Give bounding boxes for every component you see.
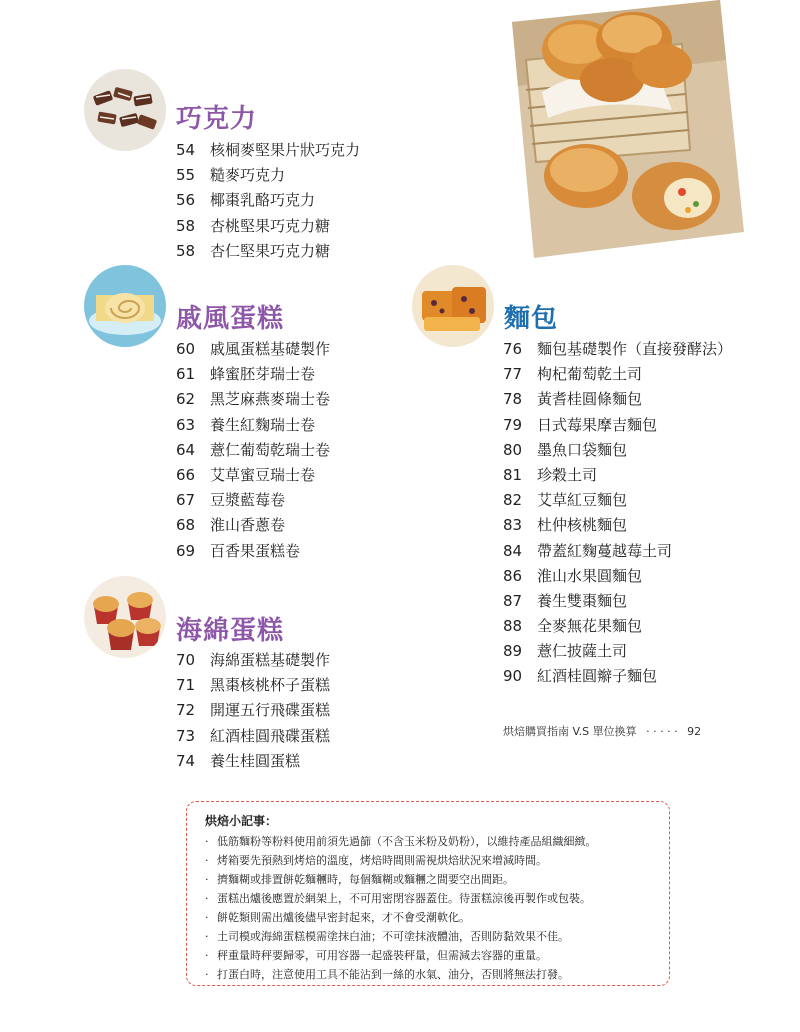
page-number: 72 — [176, 701, 196, 720]
chiffon-recipe-list — [176, 337, 330, 564]
guide-leader-dots: ‧ ‧ ‧ ‧ ‧ — [646, 725, 678, 738]
list-item[interactable] — [176, 188, 360, 213]
page-number: 69 — [176, 541, 196, 560]
note-item: · 擠麵糊或排置餅乾麵糰時，每個麵糊或麵糰之間要空出間距。 — [205, 870, 655, 889]
page-number: 79 — [503, 415, 523, 434]
bread-thumbnail — [412, 265, 494, 347]
recipe-name: 黑棗核桃杯子蛋糕 — [210, 676, 331, 695]
recipe-name: 全麥無花果麵包 — [537, 617, 643, 636]
list-item[interactable] — [176, 463, 330, 488]
page-number: 56 — [176, 191, 196, 210]
note-item: · 打蛋白時，注意使用工具不能沾到一絲的水氣、油分，否則將無法打發。 — [205, 965, 655, 984]
note-item: · 烤箱要先預熱到烤焙的溫度，烤焙時間則需視烘焙狀況來增減時間。 — [205, 851, 655, 870]
list-item[interactable] — [503, 564, 732, 589]
page-number: 73 — [176, 726, 196, 745]
list-item[interactable] — [503, 614, 732, 639]
note-item: · 秤重量時秤要歸零，可用容器一起盛裝秤量，但需減去容器的重量。 — [205, 946, 655, 965]
sponge-recipe-list — [176, 648, 330, 774]
list-item[interactable] — [176, 413, 330, 438]
page-number: 63 — [176, 415, 196, 434]
page-number: 58 — [176, 216, 196, 235]
recipe-name: 養生桂圓蛋糕 — [210, 751, 301, 770]
recipe-name: 紅酒桂圓飛碟蛋糕 — [210, 726, 331, 745]
recipe-name: 淮山香蔥卷 — [210, 516, 286, 535]
chocolate-recipe-list — [176, 138, 360, 264]
list-item[interactable] — [176, 698, 330, 723]
recipe-name: 開運五行飛碟蛋糕 — [210, 701, 331, 720]
page-number: 87 — [503, 591, 523, 610]
chiffon-roll-thumbnail — [84, 265, 166, 347]
page-number: 77 — [503, 365, 523, 384]
recipe-name: 海綿蛋糕基礎製作 — [210, 651, 331, 669]
bread-recipe-list — [503, 337, 732, 690]
page-number: 78 — [503, 390, 523, 409]
page-number: 89 — [503, 642, 523, 661]
guide-page-number: 92 — [687, 725, 702, 738]
recipe-name: 百香果蛋糕卷 — [210, 541, 301, 560]
list-item[interactable] — [503, 664, 732, 689]
list-item[interactable] — [176, 138, 360, 163]
page-number: 76 — [503, 340, 523, 358]
list-item[interactable] — [503, 513, 732, 538]
note-item: · 土司模或海綿蛋糕模需塗抹白油；不可塗抹液體油，否則防黏效果不佳。 — [205, 927, 655, 946]
recipe-name: 杜仲核桃麵包 — [537, 516, 628, 535]
page-number: 74 — [176, 751, 196, 770]
page-number: 90 — [503, 667, 523, 686]
recipe-name: 豆漿藍莓卷 — [210, 491, 286, 510]
list-item[interactable] — [176, 239, 360, 264]
recipe-name: 蜂蜜胚芽瑞士卷 — [210, 365, 316, 384]
page-number: 61 — [176, 365, 196, 384]
recipe-name: 墨魚口袋麵包 — [537, 440, 628, 459]
list-item[interactable] — [176, 513, 330, 538]
list-item[interactable] — [176, 362, 330, 387]
recipe-name: 核桐麥堅果片狀巧克力 — [210, 141, 361, 159]
list-item[interactable] — [503, 488, 732, 513]
page-number: 64 — [176, 440, 196, 459]
page-number: 62 — [176, 390, 196, 409]
page-number: 82 — [503, 491, 523, 510]
section-title-chiffon: 戚風蛋糕 — [176, 304, 285, 334]
recipe-name: 帶蓋紅麴蔓越莓土司 — [537, 541, 673, 560]
page-number: 80 — [503, 440, 523, 459]
recipe-name: 黑芝麻燕麥瑞士卷 — [210, 390, 331, 409]
notes-title: 烘焙小記事： — [205, 814, 278, 828]
list-item[interactable] — [503, 639, 732, 664]
page-number: 86 — [503, 566, 523, 585]
recipe-name: 糙麥巧克力 — [210, 166, 286, 185]
list-item[interactable] — [176, 749, 330, 774]
page-number: 68 — [176, 516, 196, 535]
recipe-name: 薏仁葡萄乾瑞士卷 — [210, 440, 331, 459]
page-number: 84 — [503, 541, 523, 560]
note-item: · 蛋糕出爐後應置於網架上，不可用密閉容器蓋住。待蛋糕涼後再製作或包裝。 — [205, 889, 655, 908]
recipe-name: 麵包基礎製作（直接發酵法） — [537, 340, 733, 358]
recipe-name: 艾草蜜豆瑞士卷 — [210, 465, 316, 484]
list-item[interactable] — [503, 589, 732, 614]
list-item[interactable] — [503, 387, 732, 412]
list-item[interactable] — [503, 539, 732, 564]
recipe-name: 珍穀土司 — [537, 465, 598, 484]
page-number: 81 — [503, 465, 523, 484]
list-item[interactable] — [503, 463, 732, 488]
page-number: 70 — [176, 651, 196, 669]
baking-notes-box — [186, 801, 670, 986]
guide-label: 烘焙購買指南 V.S 單位換算 — [503, 725, 637, 738]
list-item[interactable] — [176, 163, 360, 188]
page-number: 55 — [176, 166, 196, 185]
page-number: 58 — [176, 241, 196, 260]
page-number: 71 — [176, 676, 196, 695]
recipe-name: 艾草紅豆麵包 — [537, 491, 628, 510]
section-title-chocolate: 巧克力 — [176, 104, 258, 134]
notes-list — [205, 832, 655, 984]
sponge-cupcake-thumbnail — [84, 576, 166, 658]
section-title-bread: 麵包 — [504, 304, 559, 334]
list-item[interactable] — [503, 438, 732, 463]
page-number: 54 — [176, 141, 196, 159]
note-item: · 低筋麵粉等粉料使用前須先過篩（不含玉米粉及奶粉），以維持產品組織細緻。 — [205, 832, 655, 851]
list-item[interactable] — [176, 214, 360, 239]
list-item[interactable] — [176, 438, 330, 463]
buying-guide-entry[interactable] — [503, 723, 701, 739]
list-item[interactable] — [503, 362, 732, 387]
list-item[interactable] — [176, 724, 330, 749]
list-item[interactable] — [176, 673, 330, 698]
page-number: 67 — [176, 491, 196, 510]
list-item[interactable] — [176, 337, 330, 362]
chocolate-thumbnail — [84, 69, 166, 151]
list-item[interactable] — [176, 539, 330, 564]
page-number: 88 — [503, 617, 523, 636]
recipe-name: 杏桃堅果巧克力糖 — [210, 216, 331, 235]
recipe-name: 淮山水果圓麵包 — [537, 566, 643, 585]
page-number: 83 — [503, 516, 523, 535]
recipe-name: 日式莓果摩吉麵包 — [537, 415, 658, 434]
recipe-name: 紅酒桂圓辮子麵包 — [537, 667, 658, 686]
list-item[interactable] — [503, 413, 732, 438]
recipe-name: 養生雙棗麵包 — [537, 591, 628, 610]
page-number: 66 — [176, 465, 196, 484]
section-title-sponge: 海綿蛋糕 — [176, 616, 285, 646]
list-item[interactable] — [503, 337, 732, 362]
recipe-name: 黃耆桂圓條麵包 — [537, 390, 643, 409]
note-item: · 餅乾類則需出爐後儘早密封起來，才不會受潮軟化。 — [205, 908, 655, 927]
recipe-name: 杏仁堅果巧克力糖 — [210, 241, 331, 260]
recipe-name: 椰棗乳酪巧克力 — [210, 191, 316, 210]
recipe-name: 養生紅麴瑞士卷 — [210, 415, 316, 434]
list-item[interactable] — [176, 648, 330, 673]
list-item[interactable] — [176, 488, 330, 513]
page-number: 60 — [176, 340, 196, 358]
recipe-name: 薏仁披薩土司 — [537, 642, 628, 661]
list-item[interactable] — [176, 387, 330, 412]
recipe-name: 戚風蛋糕基礎製作 — [210, 340, 331, 358]
recipe-name: 枸杞葡萄乾土司 — [537, 365, 643, 384]
bread-basket-photo — [512, 0, 744, 258]
